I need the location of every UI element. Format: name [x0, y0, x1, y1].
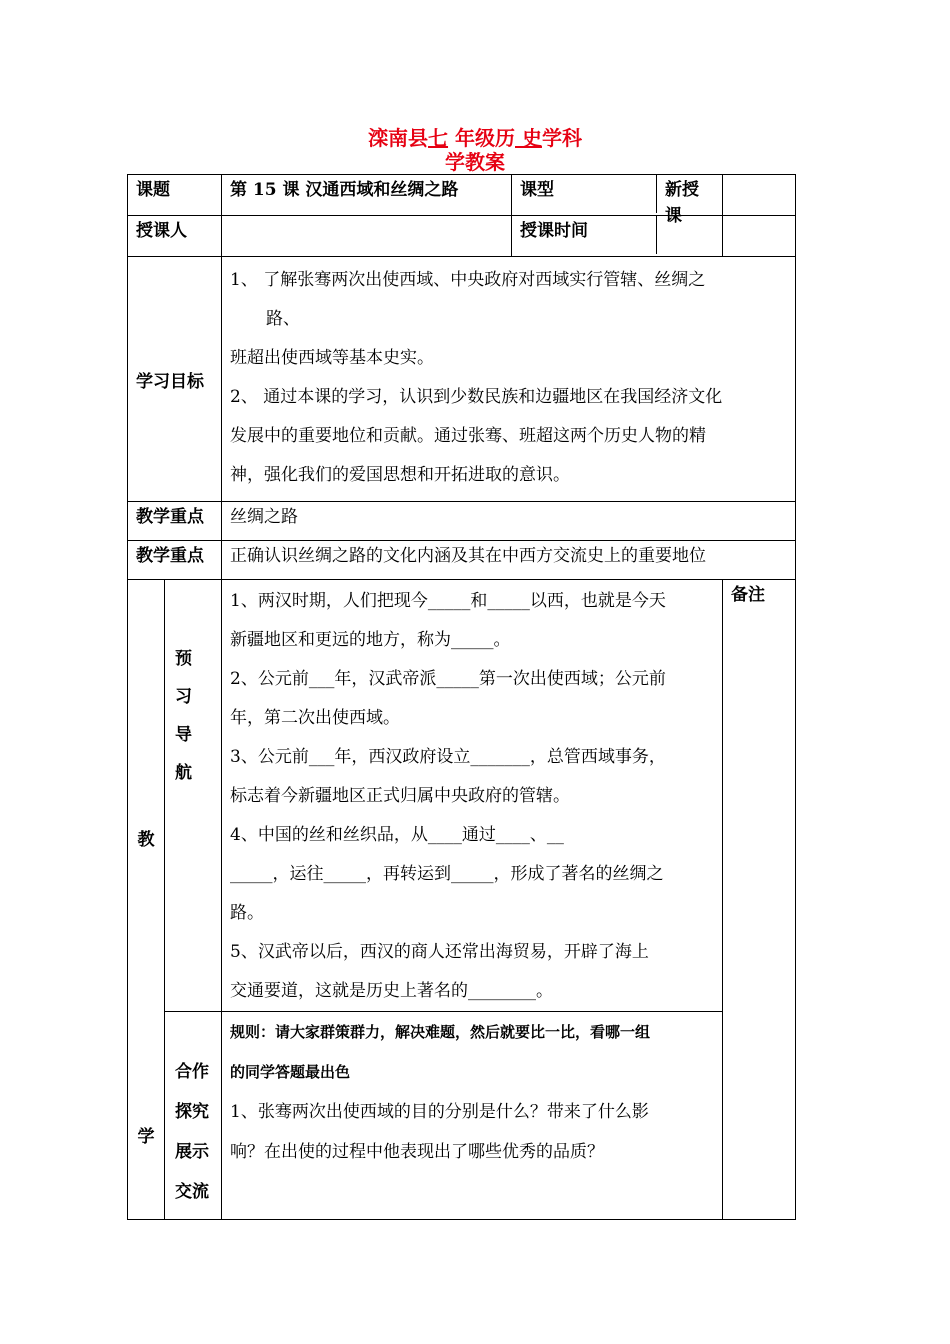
goal-line: 2、 通过本课的学习，认识到少数民族和边疆地区在我国经济文化: [230, 387, 723, 407]
preview-label-char: 航: [175, 763, 192, 783]
preview-line: 1、两汉时期，人们把现今_____和_____以西，也就是今天: [230, 591, 666, 611]
preview-label: [165, 580, 222, 1012]
preview-line: 5、汉武帝以后，西汉的商人还常出海贸易，开辟了海上: [230, 942, 649, 962]
time-spacer: [723, 216, 796, 257]
teacher-label: 授课人: [128, 216, 222, 257]
preview-line: 交通要道，这就是历史上著名的________。: [230, 981, 553, 1001]
teacher-value: [222, 216, 512, 257]
remark-cell: 备注: [723, 580, 796, 1220]
row-teacher: [128, 216, 796, 257]
key2-label: 教学重点: [128, 541, 222, 580]
coop-rule: 规则：请大家群策群力，解决难题，然后就要比一比，看哪一组: [230, 1023, 651, 1041]
title-county: 滦南县: [368, 126, 429, 150]
title-subject: 史: [515, 126, 542, 150]
coop-label-word: 合作: [175, 1062, 209, 1082]
title-grade-suffix: 年级历: [448, 126, 515, 150]
goal-line: 发展中的重要地位和贡献。通过张骞、班超这两个历史人物的精: [230, 426, 706, 446]
doc-title-line1: [0, 126, 950, 150]
goals-content: [222, 257, 796, 502]
row-preview: [128, 580, 796, 1012]
coop-content: [222, 1012, 723, 1220]
row-key1: [128, 502, 796, 541]
topic-value: 第 15 课 汉通西域和丝绸之路: [222, 175, 512, 216]
type-spacer: [723, 175, 796, 216]
teach-char-2: 学: [128, 1012, 165, 1220]
preview-line: 标志着今新疆地区正式归属中央政府的管辖。: [230, 786, 570, 806]
coop-label-word: 展示: [175, 1142, 209, 1162]
goal-line: 神，强化我们的爱国思想和开拓进取的意识。: [230, 465, 570, 485]
type-cell: [512, 175, 723, 226]
preview-line: _____，运往_____，再转运到_____，形成了著名的丝绸之: [230, 864, 664, 884]
preview-label-char: 导: [175, 725, 192, 745]
type-label: 课型: [512, 175, 657, 213]
preview-line: 年，第二次出使西域。: [230, 708, 400, 728]
coop-line: 1、张骞两次出使西域的目的分别是什么？带来了什么影: [230, 1102, 649, 1122]
key2-value: 正确认识丝绸之路的文化内涵及其在中西方交流史上的重要地位: [222, 541, 796, 580]
row-goals: [128, 257, 796, 502]
row-coop: [128, 1012, 796, 1220]
preview-line: 2、公元前___年，汉武帝派_____第一次出使西域；公元前: [230, 669, 666, 689]
goal-line: 1、 了解张骞两次出使西域、中央政府对西域实行管辖、丝绸之: [230, 270, 706, 290]
coop-label: [165, 1012, 222, 1220]
type-value: 新授课: [665, 180, 699, 226]
row-key2: [128, 541, 796, 580]
key1-label: 教学重点: [128, 502, 222, 541]
key1-value: 丝绸之路: [222, 502, 796, 541]
preview-line: 新疆地区和更远的地方，称为_____。: [230, 630, 511, 650]
time-label: 授课时间: [512, 216, 657, 254]
coop-rule: 的同学答题最出色: [230, 1063, 351, 1081]
preview-label-char: 习: [175, 687, 192, 707]
coop-label-word: 交流: [175, 1182, 209, 1202]
topic-label: 课题: [128, 175, 222, 216]
preview-line: 4、中国的丝和丝织品，从____通过____、__: [230, 825, 564, 845]
time-cell: [512, 216, 723, 257]
preview-content: [222, 580, 723, 1012]
lesson-plan-table: [127, 174, 796, 1220]
preview-line: 路。: [230, 903, 264, 923]
title-grade: 七: [428, 126, 449, 150]
coop-line: 响？在出使的过程中他表现出了哪些优秀的品质？: [230, 1142, 604, 1162]
preview-line: 3、公元前___年，西汉政府设立_______，总管西域事务，: [230, 747, 666, 767]
coop-label-word: 探究: [175, 1102, 209, 1122]
preview-label-char: 预: [175, 649, 192, 669]
goal-line: 路、: [266, 309, 300, 329]
time-value: [657, 216, 722, 254]
goals-label: 学习目标: [128, 257, 222, 502]
title-subject-suffix: 学科: [541, 126, 582, 150]
teach-char-1: 教: [128, 580, 165, 1012]
doc-title-line2: 学教案: [445, 150, 505, 174]
goal-line: 班超出使西域等基本史实。: [230, 348, 434, 368]
row-topic: [128, 175, 796, 216]
